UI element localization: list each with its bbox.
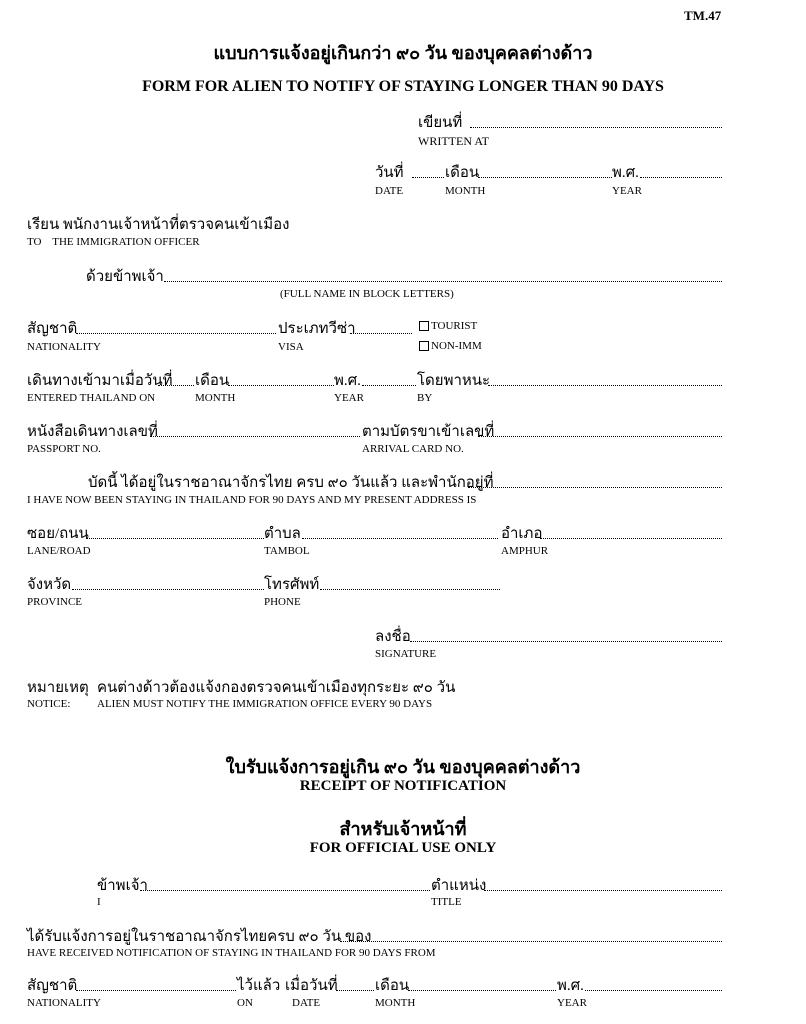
nationality-label-en: NATIONALITY	[27, 341, 101, 353]
receipt-title-th: ใบรับแจ้งการอยู่เกิน ๙๐ วัน ของบุคคลต่างด้าว	[225, 757, 581, 777]
non-imm-label: NON-IMM	[431, 340, 482, 352]
fullname-field[interactable]	[164, 281, 722, 282]
receipt-month-label-en: MONTH	[375, 997, 416, 1009]
receipt-i-label-en: I	[97, 896, 101, 908]
phone-label-en: PHONE	[264, 596, 301, 608]
nationality-field[interactable]	[76, 333, 276, 334]
notice-label-th: หมายเหตุ	[27, 680, 89, 696]
present-address-field[interactable]	[468, 487, 722, 488]
entered-month-label-en: MONTH	[195, 392, 236, 404]
entered-label-en: ENTERED THAILAND ON	[27, 392, 156, 404]
arrival-card-field[interactable]	[478, 436, 722, 437]
received-from-field[interactable]	[340, 941, 722, 942]
notice-text-th: คนต่างด้าวต้องแจ้งกองตรวจคนเข้าเมืองทุกระยะ ๙๐ วัน	[97, 680, 456, 696]
staying-statement-en: I HAVE NOW BEEN STAYING IN THAILAND FOR 90 DAYS AND MY PRESENT ADDRESS IS	[27, 494, 477, 506]
province-field[interactable]	[72, 589, 264, 590]
month-field[interactable]	[478, 177, 612, 178]
signature-field[interactable]	[410, 641, 722, 642]
phone-label-th: โทรศัพท์	[264, 577, 320, 593]
receipt-title-label-en: TITLE	[431, 896, 462, 908]
fullname-label-th: ด้วยข้าพเจ้า	[86, 269, 164, 285]
province-label-en: PROVINCE	[27, 596, 83, 608]
title-english: FORM FOR ALIEN TO NOTIFY OF STAYING LONGER THAN 90 DAYS	[142, 78, 664, 95]
passport-field[interactable]	[150, 436, 360, 437]
tambol-field[interactable]	[302, 538, 498, 539]
lane-label-en: LANE/ROAD	[27, 545, 91, 557]
receipt-year-field[interactable]	[585, 990, 722, 991]
tourist-label: TOURIST	[431, 320, 478, 332]
by-field[interactable]	[488, 385, 722, 386]
tambol-label-en: TAMBOL	[264, 545, 310, 557]
receipt-nationality-label-th: สัญชาติ	[27, 978, 78, 994]
arrival-card-label-en: ARRIVAL CARD NO.	[362, 443, 464, 455]
receipt-nationality-field[interactable]	[76, 990, 236, 991]
receipt-month-label-th: เดือน	[375, 978, 410, 994]
amphur-label-en: AMPHUR	[501, 545, 549, 557]
official-use-en: FOR OFFICIAL USE ONLY	[309, 840, 497, 856]
month-label-en: MONTH	[445, 185, 486, 197]
visa-label-th: ประเภทวีซ่า	[278, 321, 356, 337]
receipt-month-field[interactable]	[408, 990, 556, 991]
receipt-year-label-en: YEAR	[557, 997, 587, 1009]
receipt-date-field[interactable]	[336, 990, 374, 991]
month-label-th: เดือน	[445, 165, 480, 181]
signature-label-th: ลงชื่อ	[375, 629, 411, 645]
entered-month-label-th: เดือน	[195, 373, 230, 389]
written-at-field[interactable]	[470, 127, 722, 128]
officer-title-field[interactable]	[484, 890, 722, 891]
written-at-label-en: WRITTEN AT	[418, 134, 489, 148]
receipt-title-label-th: ตำแหน่ง	[431, 878, 487, 894]
receipt-on-label-en: ON	[237, 997, 253, 1009]
to-label-th: เรียน พนักงานเจ้าหน้าที่ตรวจคนเข้าเมือง	[27, 217, 290, 233]
entered-year-label-th: พ.ศ.	[334, 373, 361, 389]
official-use-th: สำหรับเจ้าหน้าที่	[339, 819, 467, 839]
receipt-title-en: RECEIPT OF NOTIFICATION	[299, 778, 507, 794]
staying-statement-th: บัดนี้ ได้อยู่ในราชอาณาจักรไทย ครบ ๙๐ วันแล้ว และพำนักอยู่ที่	[88, 475, 494, 491]
signature-label-en: SIGNATURE	[375, 648, 437, 660]
visa-label-en: VISA	[278, 341, 304, 353]
by-label-en: BY	[417, 392, 433, 404]
year-label-en: YEAR	[612, 185, 642, 197]
received-label-en: HAVE RECEIVED NOTIFICATION OF STAYING IN THAILAND FOR 90 DAYS FROM	[27, 947, 436, 959]
lane-field[interactable]	[86, 538, 264, 539]
title-thai: แบบการแจ้งอยู่เกินกว่า ๙๐ วัน ของบุคคลต่างด้าว	[213, 43, 593, 63]
receipt-date-label-th: เมื่อวันที่	[285, 978, 338, 994]
receipt-date-label-en: DATE	[292, 997, 321, 1009]
entered-year-label-en: YEAR	[334, 392, 364, 404]
officer-name-field[interactable]	[140, 890, 430, 891]
tourist-checkbox[interactable]	[419, 321, 429, 331]
written-at-label-th: เขียนที่	[418, 115, 463, 131]
arrival-card-label-th: ตามบัตรขาเข้าเลขที่	[362, 424, 495, 440]
notice-text-en: ALIEN MUST NOTIFY THE IMMIGRATION OFFICE EVERY 90 DAYS	[97, 698, 433, 710]
year-field[interactable]	[640, 177, 722, 178]
date-label-en: DATE	[375, 185, 404, 197]
date-field[interactable]	[412, 177, 444, 178]
receipt-year-label-th: พ.ศ.	[557, 978, 584, 994]
passport-label-en: PASSPORT NO.	[27, 443, 101, 455]
receipt-nationality-label-en: NATIONALITY	[27, 997, 101, 1009]
non-imm-checkbox[interactable]	[419, 341, 429, 351]
receipt-on-label-th: ไว้แล้ว	[237, 978, 281, 994]
province-label-th: จังหวัด	[27, 577, 72, 593]
notice-label-en: NOTICE:	[27, 698, 71, 710]
to-label-en: TO THE IMMIGRATION OFFICER	[27, 236, 200, 248]
tambol-label-th: ตำบล	[264, 526, 301, 542]
amphur-field[interactable]	[540, 538, 722, 539]
by-label-th: โดยพาหนะ	[417, 373, 491, 389]
passport-label-th: หนังสือเดินทางเลขที่	[27, 424, 158, 440]
received-label-th: ได้รับแจ้งการอยู่ในราชอาณาจักรไทยครบ ๙๐ วัน ของ	[27, 929, 372, 945]
year-label-th: พ.ศ.	[612, 165, 639, 181]
amphur-label-th: อำเภอ	[501, 526, 543, 542]
receipt-i-label-th: ข้าพเจ้า	[97, 878, 148, 894]
form-code: TM.47	[684, 8, 722, 23]
entered-year-field[interactable]	[362, 385, 416, 386]
date-label-th: วันที่	[375, 165, 404, 181]
entered-month-field[interactable]	[228, 385, 334, 386]
entered-label-th: เดินทางเข้ามาเมื่อวันที่	[27, 373, 173, 389]
entered-date-field[interactable]	[158, 385, 194, 386]
lane-label-th: ซอย/ถนน	[27, 526, 89, 542]
phone-field[interactable]	[320, 589, 500, 590]
visa-field[interactable]	[350, 333, 412, 334]
fullname-hint: (FULL NAME IN BLOCK LETTERS)	[280, 288, 454, 300]
nationality-label-th: สัญชาติ	[27, 321, 78, 337]
